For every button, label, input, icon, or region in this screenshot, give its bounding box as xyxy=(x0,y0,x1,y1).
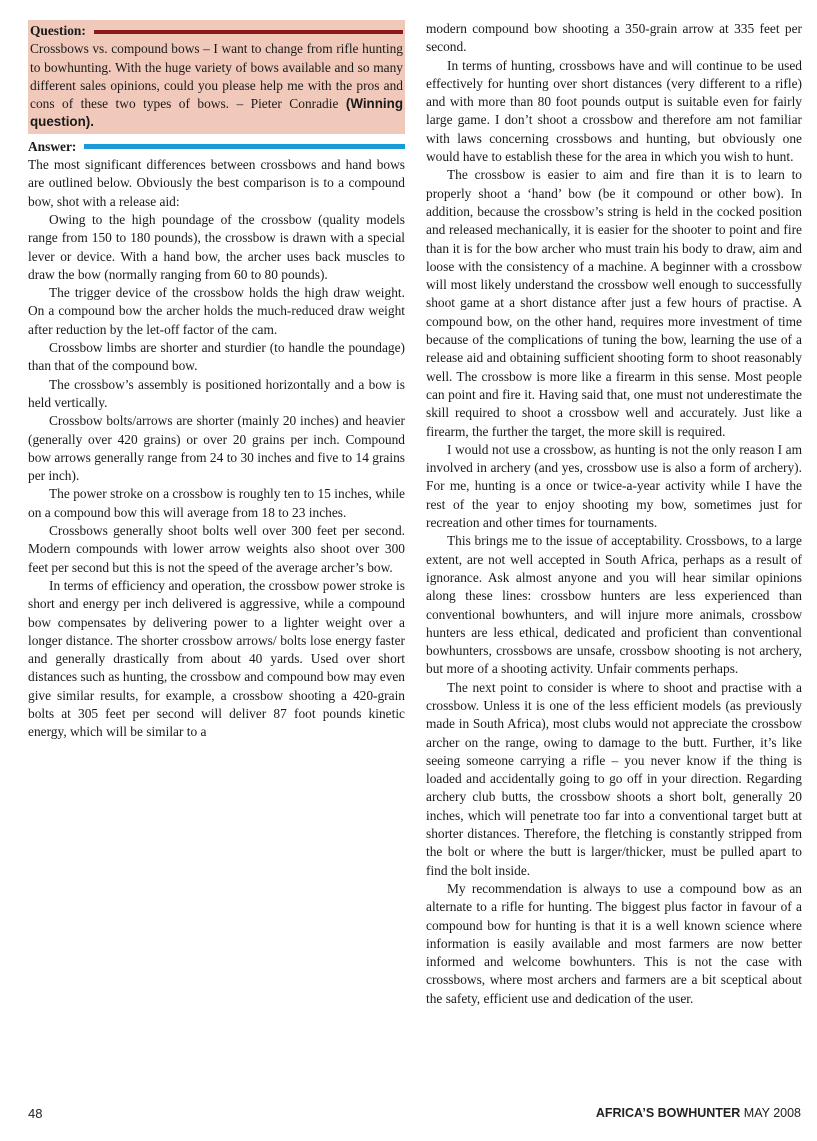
paragraph: I would not use a crossbow, as hunting is not the only reason I am involved in archery (and yes, crossbow use is also a form of archery). For me, hunting is a once or twice-a-year activity while I have the rest of the year to enjoy shooting my bow, sometimes just for recreation and other times for tournaments. xyxy=(426,441,802,531)
paragraph: Crossbow limbs are shorter and sturdier (to handle the poundage) than that of the compound bow. xyxy=(28,340,405,374)
question-text xyxy=(30,40,403,131)
paragraph: My recommendation is always to use a compound bow as an alternate to a rifle for hunting. The biggest plus factor in favour of a compound bow for hunting is that it is a well known science where information is easily available and most farmers are now better informed and welcome bowhunters. This is not the case with crossbows, where most archers and farmers are a bit sceptical about the safety, efficient use and dedication of the user. xyxy=(426,880,802,1006)
question-rule xyxy=(94,30,403,34)
issue-date: MAY 2008 xyxy=(743,1106,801,1120)
paragraph: Crossbows generally shoot bolts well over 300 feet per second. Modern compounds with lower arrow weights also shoot over 300 feet per second but this is not the speed of the average archer’s bow. xyxy=(28,523,405,575)
paragraph: Crossbow bolts/arrows are shorter (mainly 20 inches) and heavier (generally over 420 grains) or over 20 grains per inch. Compound bow arrows generally range from 24 to 30 inches and five to 14 grains per inch). xyxy=(28,413,405,484)
left-column xyxy=(28,20,405,742)
question-box xyxy=(28,20,405,134)
magazine-title: AFRICA’S BOWHUNTER xyxy=(595,1106,741,1120)
answer-rule xyxy=(84,144,405,149)
paragraph: In terms of hunting, crossbows have and will continue to be used effectively for hunting over short distances (very different to a rifle) and with more than 80 foot pounds output is suitable even for fairly large game. I don’t shoot a crossbow and therefore am not familiar with laws concerning crossbows and hunting, but obviously one would have to establish these for the area in which you wish to hunt. xyxy=(426,57,802,165)
paragraph: In terms of efficiency and operation, the crossbow power stroke is short and energy per inch delivered is aggressive, while a compound bow compensates by delivering power to a lighter weight over a longer distance. The shorter crossbow arrows/ bolts lose energy faster and generally drastically from about 40 yards. Used over short distances such as hunting, the crossbow and compound bow may even give similar results, for example, a crossbow shooting a 420-grain bolts at 305 feet per second will deliver 87 foot pounds kinetic energy, which will be similar to a xyxy=(28,577,405,740)
paragraph: Owing to the high poundage of the crossbow (quality models range from 150 to 180 pounds), the crossbow is drawn with a special lever or device. With a hand bow, the archer uses back muscles to draw the bow (normally ranging from 60 to 80 pounds). xyxy=(28,211,405,282)
question-body: Crossbows vs. compound bows – I want to change from rifle hunting to bowhunting. With the huge variety of bows available and so many different sales opinions, could you please help me with the pros and cons of these two types of bows. – Pieter Conradie xyxy=(30,41,403,112)
answer-header xyxy=(28,138,405,156)
paragraph: The most significant differences between crossbows and hand bows are outlined below. Obviously the best comparison is to a compound bow, shot with a release aid: xyxy=(28,157,405,209)
paragraph: The power stroke on a crossbow is roughly ten to 15 inches, while on a compound bow this will average from 18 to 23 inches. xyxy=(28,486,405,520)
answer-label: Answer: xyxy=(28,138,77,154)
paragraph: The crossbow is easier to aim and fire than it is to learn to properly shoot a ‘hand’ bow (be it compound or other bow). In addition, because the crossbow’s string is held in the cocked position and released mechanically, it is easier for the shooter to point and fire than it is for the bow archer who must train his body to draw, aim and loose with the consistency of a machine. A beginner with a crossbow will most likely understand the crossbow well enough to successfully shoot game at a short distance after just a few hours of practise. A compound bow, on the other hand, requires more investment of time because of the complications of tuning the bow, learning the use of a release aid and obtaining sufficient shooting form to shoot reasonably well. The crossbow is more like a firearm in this sense. Most people can point and fire it. Having said that, one must not underestimate the skill required to shoot a crossbow well and accurately. Just like a firearm, the further the target, the more skill is required. xyxy=(426,167,802,439)
question-header xyxy=(30,22,403,40)
magazine-footer xyxy=(596,1106,801,1120)
paragraph: modern compound bow shooting a 350-grain arrow at 335 feet per second. xyxy=(426,21,802,55)
right-column xyxy=(426,20,802,1008)
paragraph: The trigger device of the crossbow holds the high draw weight. On a compound bow the archer holds the much-reduced draw weight after reduction by the let-off factor of the cam. xyxy=(28,285,405,337)
paragraph: The next point to consider is where to shoot and practise with a crossbow. Unless it is one of the less efficient models (as previously made in South Africa), most clubs would not appreciate the crossbow archer on the range, owing to damage to the butt. Further, it’s like seeing someone carrying a rifle – you never know if the thing is loaded and accidentally going to go off in your direction. Regarding archery club butts, the crossbow shoots a short bolt, generally 20 inches, which will penetrate too far into a conventional target butt at shorter distances. Therefore, the fletching is constantly stripped from the bolt or where the butt is larger/thicker, must be pulled apart to find the bolt inside. xyxy=(426,679,802,878)
page-number: 48 xyxy=(28,1106,43,1121)
winning-label: (Winning question). xyxy=(30,96,403,130)
paragraph: The crossbow’s assembly is positioned horizontally and a bow is held vertically. xyxy=(28,376,405,410)
question-label: Question: xyxy=(30,23,86,38)
paragraph: This brings me to the issue of acceptability. Crossbows, to a large extent, are not well accepted in South Africa, perhaps as a result of ignorance. Ask almost anyone and you will hear similar opinions along these lines: crossbow hunters are less experienced than conventional bowhunters, and will injure more animals, crossbow hunters are less ethical, dedicated and proficient than conventional bowhunters, crossbows are unsafe, crossbow shooting is not archery, but more of a shooting activity. Unfair comments perhaps. xyxy=(426,533,802,677)
